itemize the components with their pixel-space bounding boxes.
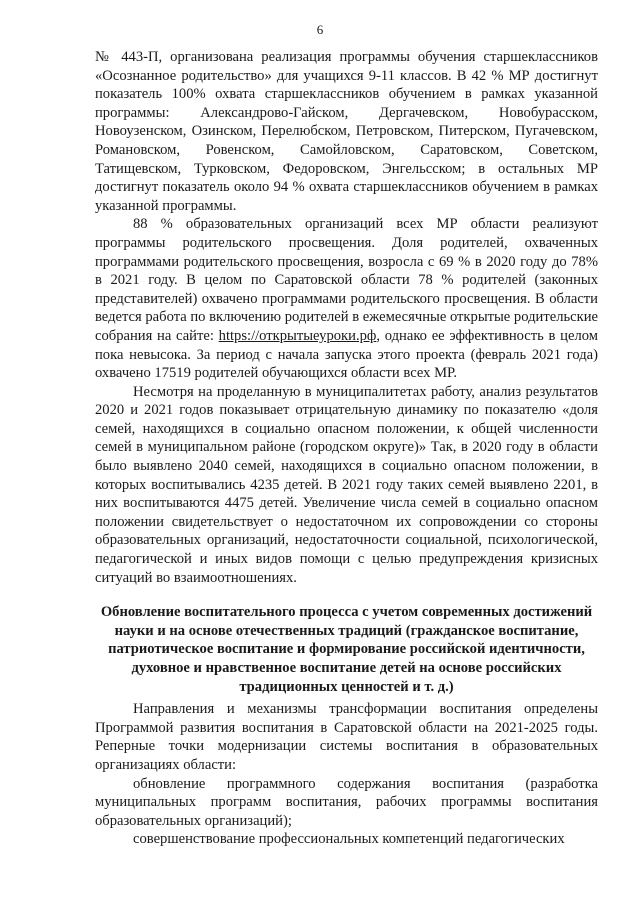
- paragraph-directions: Направления и механизмы трансформации воспитания определены Программой развития воспитания в Саратовской области на 2021-2025 годы. Реперные точки модернизации системы воспитания в образовательных организациях области:: [95, 701, 598, 773]
- paragraph-families-at-risk: Несмотря на проделанную в муниципалитетах работу, анализ результатов 2020 и 2021 годов показывает отрицательную динамику по показателю «доля семей, находящихся в социально опасном положении, к общей численности семей в муниципальном районе (городском округе)» Так, в 2020 году в области было выявлено 2040 семей, находящихся в социально опасном положении, в которых воспитывались 4235 детей. В 2021 году таких семей выявлено 2201, в них воспитываются 4475 детей. Увеличение числа семей в социально опасном положении свидетельствует о недостаточном их сопровождении со стороны образовательных организаций, недостаточности социальной, психологической, педагогической и иных видов помощи с целью предупреждения кризисных ситуаций во взаимоотношениях.: [95, 383, 598, 586]
- paragraph-program-coverage: № 443-П, организована реализация программы обучения старшеклассников «Осознанное родительство» для учащихся 9-11 классов. В 42 % МР достигнут показатель 100% охвата старшеклассников обучением в рамках указанной программы: Александрово-Гайском, Дергачевском, Новобурасском, Новоузенском, Озинском, Перелюбском, Петровском, Питерском, Пугачевском, Романовском, Ровенском, Самойловском, Саратовском, Советском, Татищевском, Турковском, Федоровском, Энгельсском; в остальных МР достигнут показатель около 94 % охвата старшеклассников обучением в рамках указанной программы.: [95, 49, 598, 214]
- paragraph-program-update: обновление программного содержания воспитания (разработка муниципальных программ воспитания, рабочих программы воспитания образовательных организаций);: [95, 775, 598, 829]
- paragraph-text: , однако ее эффективность в целом пока невысока. За период с начала запуска этого проекта (февраль 2021 года) охвачено 17519 родителей обучающихся области всех МР.: [95, 327, 598, 382]
- paragraph-text: 88 % образовательных организаций всех МР области реализуют программы родительского просвещения. Доля родителей, охваченных программами родительского просвещения, возросла с 69 % в 2020 году до 78% в 2021 году. В целом по Саратовской области 78 % родителей (законных представителей) охвачено программами родительского просвещения. В области ведется работа по включению родителей в ежемесячные открытые родительские собрания на сайте:: [95, 216, 598, 344]
- page-number: 6: [316, 22, 324, 37]
- open-lessons-link[interactable]: https://открытыеуроки.рф: [218, 327, 377, 344]
- paragraph-parent-education: [95, 215, 598, 382]
- section-heading: Обновление воспитательного процесса с учетом современных достижений науки и на основе отечественных традиций (гражданское воспитание, патриотическое воспитание и формирование российской идентичности, духовное и нравственное воспитание детей на основе российских традиционных ценностей и т. д.): [100, 604, 593, 695]
- document-body: [95, 48, 598, 849]
- paragraph-competencies: совершенствование профессиональных компетенций педагогических: [133, 831, 565, 848]
